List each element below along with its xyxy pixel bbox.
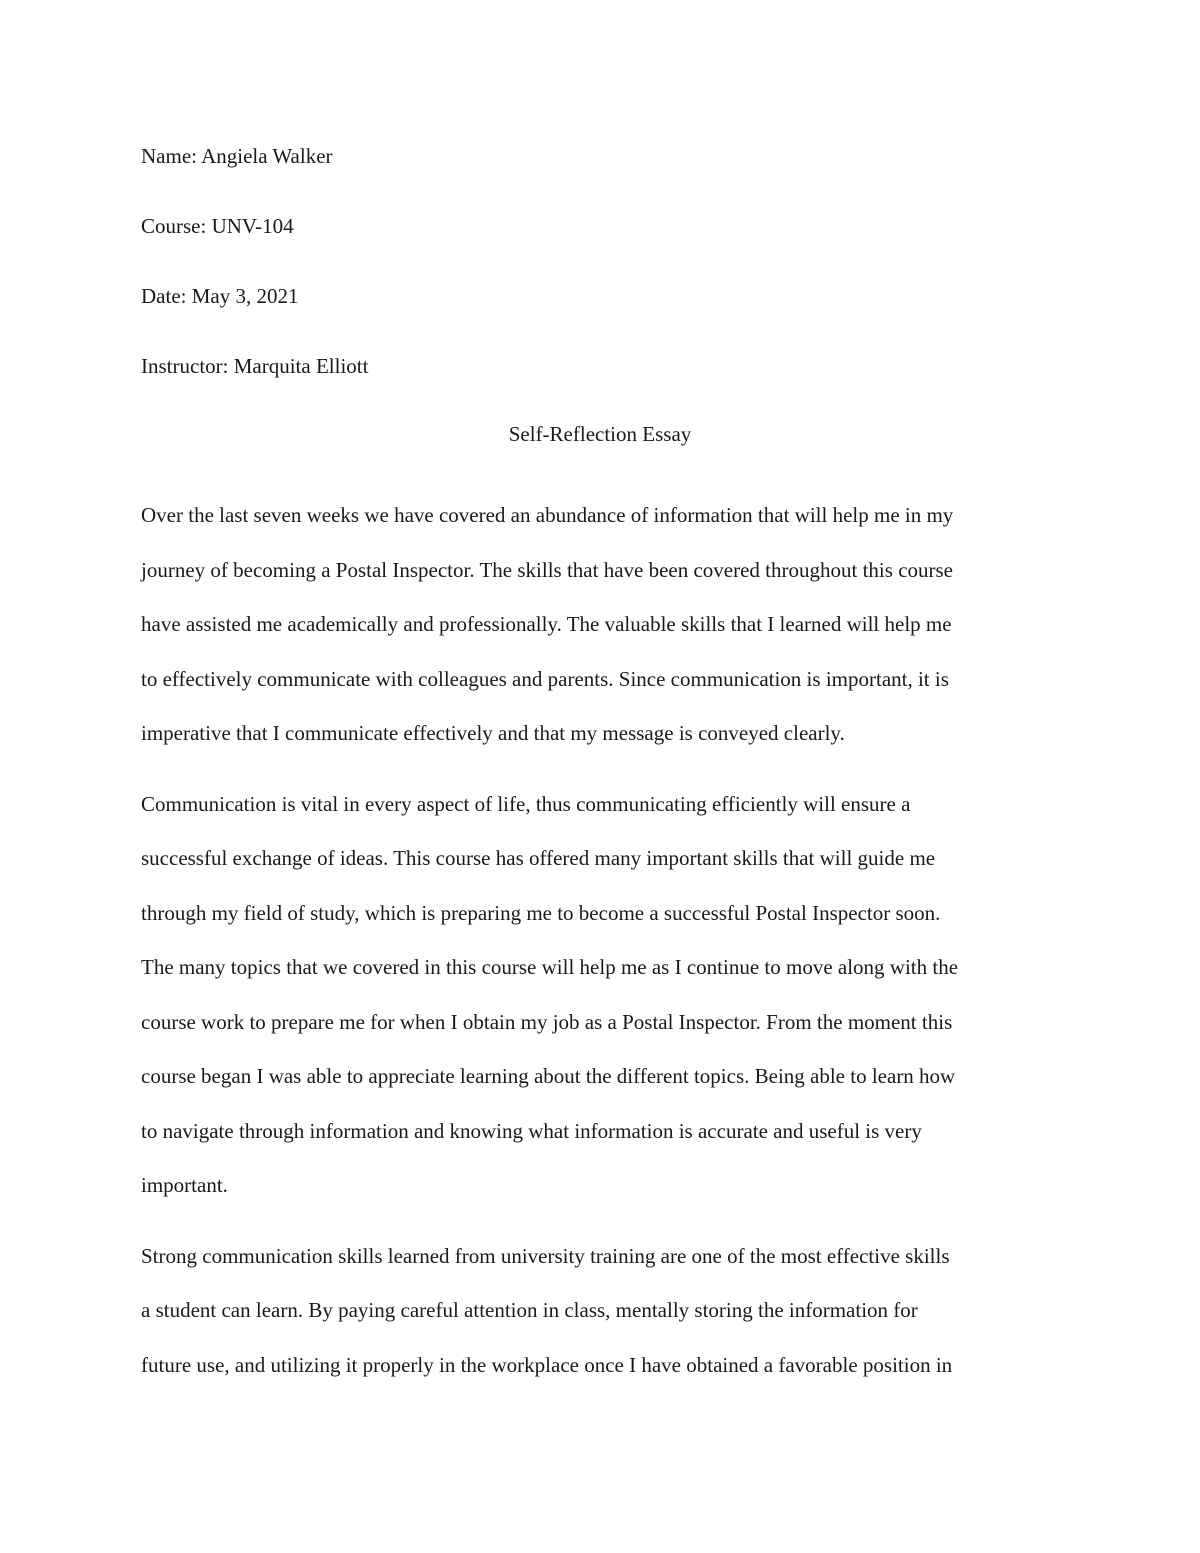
paragraph-line: important. (141, 1173, 228, 1197)
paragraph-line: imperative that I communicate effectively and that my message is conveyed clearly. (141, 721, 845, 745)
paragraph-2 (141, 777, 1081, 1213)
course-code: Course: UNV-104 (141, 214, 294, 238)
paragraph-line: Communication is vital in every aspect of life, thus communicating efficiently will ensure a (141, 791, 911, 816)
paragraph-line: journey of becoming a Postal Inspector. The skills that have been covered throughout this course (141, 557, 953, 582)
paragraph-line: a student can learn. By paying careful attention in class, mentally storing the information for (141, 1298, 918, 1322)
paragraph-line: Over the last seven weeks we have covered an abundance of information that will help me in my (141, 503, 954, 527)
paragraph-line: The many topics that we covered in this course will help me as I continue to move along with the (141, 955, 959, 979)
submission-date: Date: May 3, 2021 (141, 284, 299, 308)
paragraph-1 (141, 488, 1081, 761)
paragraph-line: through my field of study, which is preparing me to become a successful Postal Inspector soon. (141, 900, 941, 925)
header-block (141, 140, 1061, 420)
paragraph-line: to navigate through information and knowing what information is accurate and useful is very (141, 1118, 922, 1143)
paragraph-line: course work to prepare me for when I obtain my job as a Postal Inspector. From the moment this (141, 1009, 953, 1034)
paragraph-line: course began I was able to appreciate learning about the different topics. Being able to learn how (141, 1064, 956, 1088)
paragraph-line: successful exchange of ideas. This course has offered many important skills that will guide me (141, 846, 936, 870)
paragraph-3 (141, 1229, 1081, 1393)
paragraph-line: have assisted me academically and professionally. The valuable skills that I learned will help me (141, 612, 952, 636)
essay-title: Self-Reflection Essay (508, 422, 692, 446)
paragraph-line: Strong communication skills learned from university training are one of the most effective skills (141, 1243, 950, 1268)
essay-body (141, 488, 1081, 1408)
instructor-name: Instructor: Marquita Elliott (141, 354, 369, 378)
paragraph-line: future use, and utilizing it properly in the workplace once I have obtained a favorable position in (141, 1352, 953, 1377)
student-name: Name: Angiela Walker (141, 144, 333, 168)
paragraph-line: to effectively communicate with colleagues and parents. Since communication is important, it is (141, 666, 949, 691)
